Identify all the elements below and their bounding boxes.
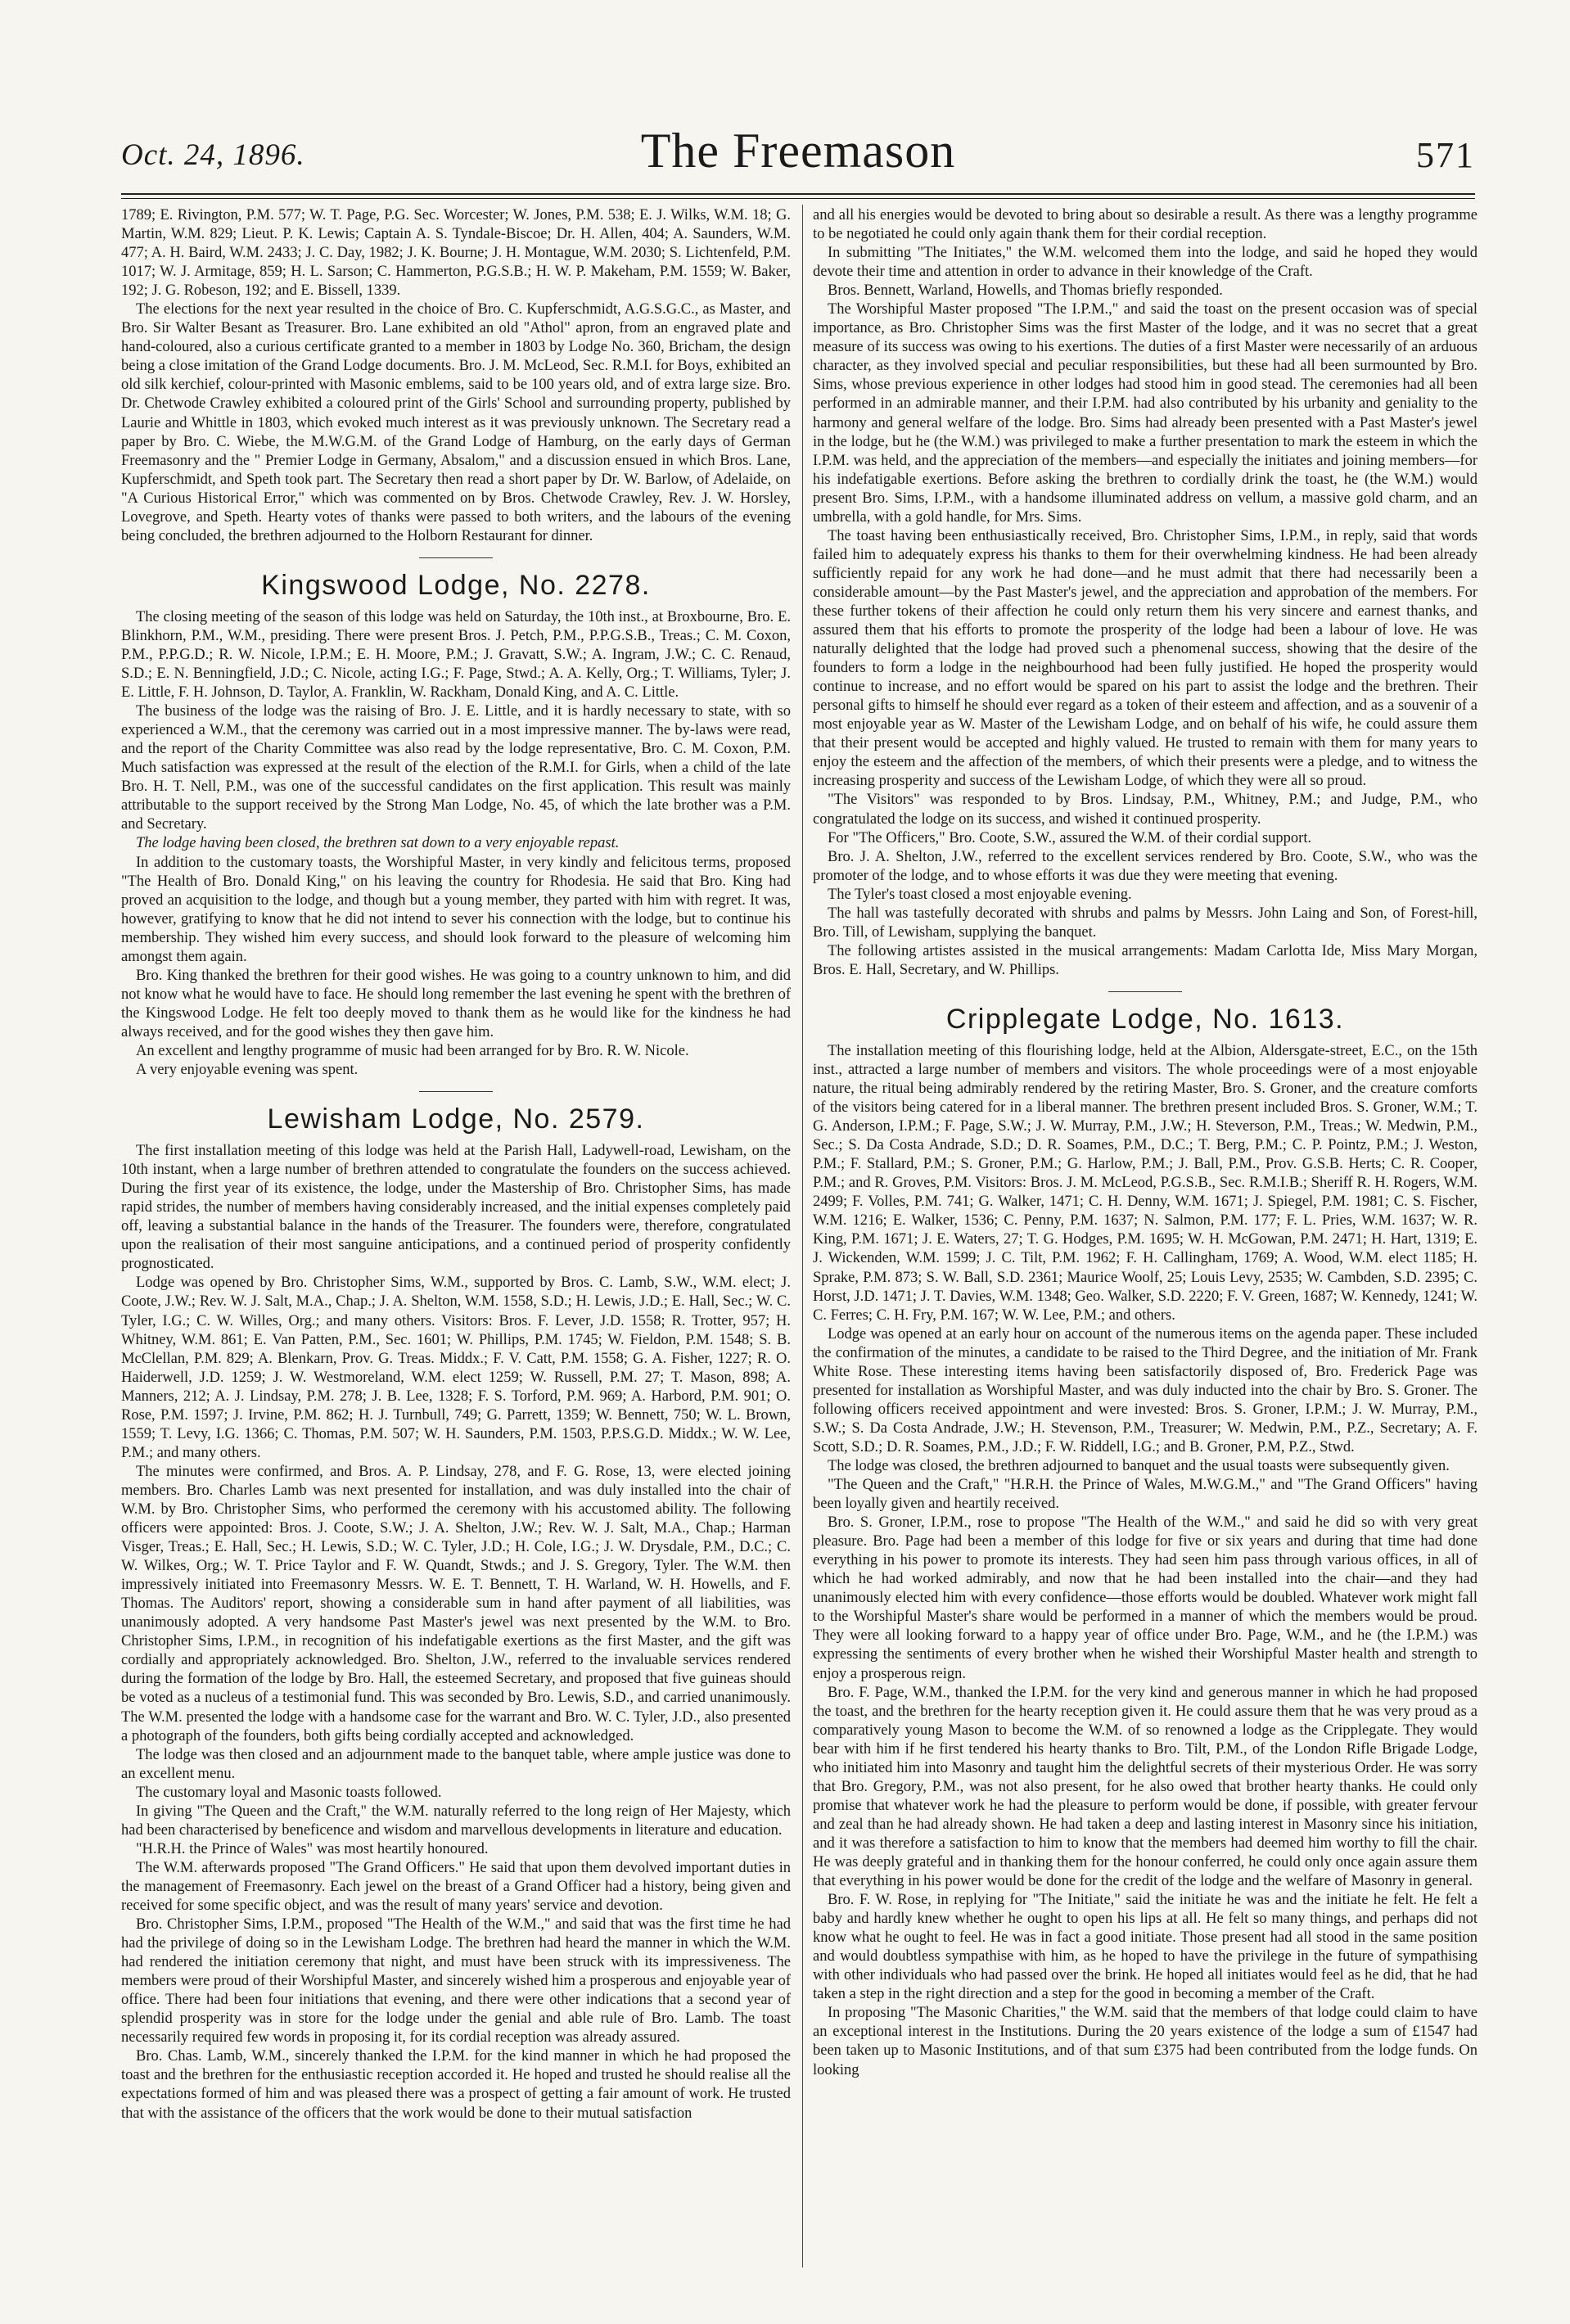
page-header (121, 123, 1475, 188)
paragraph: The customary loyal and Masonic toasts followed. (136, 1784, 442, 1801)
right-column (813, 206, 1478, 2080)
paragraph: Bro. Chas. Lamb, W.M., sincerely thanked the I.P.M. for the kind manner in which he had proposed the toast and the brethren for the enthusiastic reception accorded it. He hoped and trusted he should realise all the expectations formed of him and was pleased there was a prospect of getting a fair amount of work. He trusted that with the assistance of the officers that the work would be done to their mutual satisfaction (121, 2048, 791, 2122)
paragraph: Bro. Christopher Sims, I.P.M., proposed "The Health of the W.M.," and said that was the first time he had had the privilege of doing so in the Lewisham Lodge. The brethren had heard the manner in which the W.M. had rendered the initiation ceremony that night, and must have been struck with its impressiveness. The members were proud of their Worshipful Master, and sincerely wished him a prosperous and enjoyable year of office. There had been four initiations that evening, and there were other indications that a second year of splendid prosperity was in store for the lodge under the genial and able rule of Bro. Lamb. The toast necessarily required few words in proposing it, for its cordial reception was already assured. (121, 1916, 791, 2046)
paragraph: Bros. Bennett, Warland, Howells, and Thomas briefly responded. (828, 282, 1223, 300)
paragraph: The lodge was closed, the brethren adjourned to banquet and the usual toasts were subsequently given. (828, 1458, 1450, 1474)
section-divider (1108, 991, 1182, 992)
paragraph: An excellent and lengthy programme of music had been arranged for by Bro. R. W. Nicole. (136, 1042, 689, 1059)
paragraph: The business of the lodge was the raising of Bro. J. E. Little, and it is hardly necessary to state, with so experienced a W.M., that the ceremony was carried out in a most impressive manner. The by-laws were read, and the report of the Charity Committee was also read by the lodge representative, Bro. C. M. Coxon, P.M. Much satisfaction was expressed at the result of the election of the R.M.I. for Girls, when a child of the late Bro. H. T. Nell, P.M., was one of the successful candidates on the first application. This result was mainly attributable to the support received by the Strong Man Lodge, No. 45, of which the late brother was a P.M. and Secretary. (121, 703, 791, 833)
paragraph: A very enjoyable evening was spent. (136, 1062, 359, 1079)
paragraph: Bro. F. Page, W.M., thanked the I.P.M. for the very kind and generous manner in which he had proposed the toast, and the brethren for the hearty reception given it. He could assure them that he was very proud as a comparatively young Mason to become the W.M. of so renowned a lodge as the Cripplegate. They would bear with him if he first tendered his hearty thanks to Bro. Tilt, P.M., of the London Rifle Brigade Lodge, who initiated him into Masonry and taught him the delightful secrets of their mysterious Order. He was sorry that Bro. Gregory, P.M., was not also present, for he also owed that brother hearty thanks. He could only promise that whatever work he had the pleasure to perform would be done, if possible, with greater fervour and zeal than he had already shown. He had taken a deep and lasting interest in Masonry since his initiation, and it was therefore a satisfaction to him to know that the members had deemed him worthy to fill the chair. He was deeply grateful and in thanking them for the honour conferred, he could only once again assure them that everything in his power would be done for the credit of the lodge and the welfare of Masonry in general. (813, 1684, 1478, 1890)
paragraph: The Tyler's toast closed a most enjoyable evening. (828, 886, 1132, 903)
paragraph: The hall was tastefully decorated with shrubs and palms by Messrs. John Laing and Son, of Forest-hill, Bro. Till, of Lewisham, supplying the banquet. (813, 905, 1478, 941)
paragraph: Lodge was opened by Bro. Christopher Sims, W.M., supported by Bros. C. Lamb, S.W., W.M. elect; J. Coote, J.W.; Rev. W. J. Salt, M.A., Chap.; J. A. Shelton, W.M. 1558, S.D.; H. Lewis, J.D.; E. Hall, Sec.; W. C. Tyler, I.G.; C. W. Willes, Org.; and many others. Visitors: Bros. F. Lever, J.D. 1558; R. Trotter, 957; H. Whitney, W.M. 861; E. Van Patten, P.M., Sec. 1601; W. Phillips, P.M. 1745; W. Fieldon, P.M. 1548; S. B. McClellan, P.M. 829; A. Blenkarn, Prov. G. Treas. Middx.; F. V. Catt, P.M. 1558; G. A. Fisher, 1227; R. O. Haiderwell, J.D. 1259; J. W. Westmoreland, W.M. elect 1259; W. Russell, P.M. 27; T. Mason, 898; A. Manners, 212; A. J. Lindsay, P.M. 278; J. B. Lee, 1328; F. S. Torford, P.M. 969; A. Harbord, P.M. 901; O. Rose, P.M. 1597; J. Irvine, P.M. 862; H. J. Turnbull, 749; G. Parrett, 1359; W. Bennett, 750; W. L. Brown, 1559; T. Levy, I.G. 1366; C. Thomas, P.M. 507; W. H. Saunders, P.M. 1503, P.P.S.G.D. Middx.; W. W. Lee, P.M.; and many others. (121, 1275, 791, 1461)
paragraph: The lodge having been closed, the brethren sat down to a very enjoyable repast. (136, 835, 620, 852)
paragraph: In proposing "The Masonic Charities," the W.M. said that the members of that lodge could claim to have an exceptional interest in the Institutions. During the 20 years existence of the lodge a sum of £1547 had been taken up to Masonic Institutions, and of that sum £375 had been contributed from the lodge funds. On looking (813, 2005, 1478, 2078)
paragraph: "The Visitors" was responded to by Bros. Lindsay, P.M., Whitney, P.M.; and Judge, P.M., who congratulated the lodge on its success, and wished it continued prosperity. (813, 792, 1478, 828)
paragraph: Lodge was opened at an early hour on account of the numerous items on the agenda paper. These included the confirmation of the minutes, a candidate to be raised to the Third Degree, and the initiation of Mr. Frank White Rose. These interesting items having been satisfactorily disposed of, Bro. Frederick Page was presented for installation as Worshipful Master, and was duly inducted into the chair by Bro. S. Groner. The following officers received appointment and were invested: Bros. S. Groner, I.P.M.; J. W. Murray, P.M., S.W.; S. Da Costa Andrade, J.W.; H. Stevenson, P.M., Treasurer; W. Medwin, P.M., P.Z., Secretary; A. F. Scott, S.D.; D. R. Soames, P.M., J.D.; F. W. Riddell, I.G.; and B. Groner, P.M, P.Z., Stwd. (813, 1325, 1478, 1455)
paragraph: The following artistes assisted in the musical arrangements: Madam Carlotta Ide, Miss Mary Morgan, Bros. E. Hall, Secretary, and W. Phillips. (813, 942, 1478, 978)
paragraph: The installation meeting of this flourishing lodge, held at the Albion, Aldersgate-street, E.C., on the 15th inst., attracted a large number of members and visitors. The whole proceedings were of a most enjoyable nature, the ritual being admirably rendered by the retiring Master, Bro. S. Groner, and the creature comforts of the visitors being catered for in a liberal manner. The brethren present included Bros. S. Groner, W.M.; T. G. Anderson, I.P.M.; F. Page, S.W.; J. W. Murray, P.M., J.W.; H. Steverson, P.M., Treas.; W. Medwin, P.M., Sec.; S. Da Costa Andrade, S.D.; D. R. Soames, P.M., D.C.; T. Berg, P.M.; C. P. Pointz, P.M.; J. Weston, P.M.; F. Stallard, P.M.; S. Groner, P.M.; G. Harlow, P.M.; J. Ball, P.M., Prov. G.S.B. Herts; C. R. Cooper, P.M.; and R. Groves, P.M. Visitors: Bros. J. M. McLeod, P.G.S.B., Sec. R.M.I.B.; Sheriff R. H. Rogers, W.M. 2499; F. Volles, P.M. 741; G. Walker, 1471; C. H. Denny, W.M. 1671; J. Spiegel, P.M. 1981; C. S. Fischer, W.M. 1216; E. Walker, 1536; C. Penny, P.M. 1637; N. Salmon, P.M. 177; F. L. Pries, W.M. 1637; W. R. King, P.M. 1671; J. E. Waters, 27; T. G. Hodges, P.M. 1695; W. H. McGowan, P.M. 2471; H. Hart, 1319; E. J. Wickenden, W.M. 1599; J. C. Tilt, P.M. 1962; F. H. Callingham, 1769; A. Wood, W.M. elect 1185; H. Sprake, P.M. 873; S. W. Ball, S.D. 2361; Maurice Woolf, 25; Louis Levy, 2535; W. Cambden, S.D. 2395; C. Horst, J.D. 1471; J. T. Davies, W.M. 1348; Geo. Walker, S.D. 2220; F. V. Green, 1687; W. Kennedy, 1241; W. C. Ferres; C. H. Fry, P.M. 167; W. W. Lee, P.M.; and others. (813, 1042, 1478, 1324)
section-heading-lewisham: Lewisham Lodge, No. 2579. (267, 1103, 645, 1135)
paragraph: "The Queen and the Craft," "H.R.H. the Prince of Wales, M.W.G.M.," and "The Grand Officers" having been loyally given and heartily received. (813, 1477, 1478, 1513)
paragraph: "H.R.H. the Prince of Wales" was most heartily honoured. (136, 1840, 489, 1857)
paragraph: The elections for the next year resulted in the choice of Bro. C. Kupferschmidt, A.G.S.G.C., as Master, and Bro. Sir Walter Besant as Treasurer. Bro. Lane exhibited an old "Athol" apron, from an engraved plate and hand-coloured, also a curious certificate granted to a member in 1803 by Lodge No. 360, Bricham, the design being a close imitation of the Grand Lodge documents. Bro. J. M. McLeod, Sec. R.M.I. for Boys, exhibited an old silk kerchief, colour-printed with Masonic emblems, said to be 100 years old, and of extra large size. Bro. Dr. Chetwode Crawley exhibited a coloured print of the Girls' School and surrounding property, published by Laurie and Whittle in 1803, which evoked much interest as it was previously unknown. The Secretary read a paper by Bro. C. Wiebe, the M.W.G.M. of the Grand Lodge of Hamburg, on the early days of German Freemasonry and the " Premier Lodge in Germany, Absalom," and a discussion ensued in which Bros. Lane, Kupferschmidt, and Speth took part. The Secretary then read a short paper by Dr. W. Barlow, of Adelaide, on "A Curious Historical Error," which was commented on by Bros. Chetwode Crawley, Rev. J. W. Horsley, Lovegrove, and Speth. Hearty votes of thanks were passed to both writers, and the labours of the evening being concluded, the brethren adjourned to the Holborn Restaurant for dinner. (121, 301, 791, 544)
paragraph: In submitting "The Initiates," the W.M. welcomed them into the lodge, and said he hoped they would devote their time and attention in order to advance in their knowledge of the Craft. (813, 245, 1478, 281)
issue-date: Oct. 24, 1896. (121, 138, 305, 172)
section-heading-cripplegate: Cripplegate Lodge, No. 1613. (945, 1003, 1345, 1035)
masthead-title: The Freemason (640, 124, 956, 178)
paragraph: 1789; E. Rivington, P.M. 577; W. T. Page, P.G. Sec. Worcester; W. Jones, P.M. 538; E. J. Wilks, W.M. 18; G. Martin, W.M. 829; Lieut. P. K. Lewis; Captain A. S. Tyndale-Biscoe; Dr. H. Allen, 404; A. Saunders, W.M. 477; A. H. Baird, W.M. 2433; J. C. Day, 1982; J. K. Bourne; J. H. Montague, W.M. 2030; S. Lichtenfeld, P.M. 1017; W. J. Armitage, 859; H. L. Sarson; C. Hammerton, P.G.S.B.; H. W. P. Makeham, P.M. 1559; W. Baker, 192; J. G. Robeson, 192; and E. Bissell, 1339. (121, 207, 791, 300)
header-rule-thin (121, 198, 1475, 199)
left-column (121, 206, 791, 2123)
paragraph: The closing meeting of the season of this lodge was held on Saturday, the 10th inst., at Broxbourne, Bro. E. Blinkhorn, P.M., W.M., presiding. There were present Bros. J. Petch, P.M., P.P.G.S.B., Treas.; C. M. Coxon, P.M., P.P.G.D.; R. W. Nicole, I.P.M.; E. H. Moore, P.M.; J. Gravatt, S.W.; A. Ingram, J.W.; C. C. Renaud, S.D.; E. N. Benningfield, J.D.; C. Nicole, acting I.G.; F. Page, Stwd.; A. A. Kelly, Org.; T. Williams, Tyler; J. E. Little, F. H. Johnson, D. Taylor, A. Franklin, W. Rackham, Donald King, and A. C. Little. (121, 608, 791, 702)
paragraph: Bro. J. A. Shelton, J.W., referred to the excellent services rendered by Bro. Coote, S.W., who was the promoter of the lodge, and to whose efforts it was due they were meeting that evening. (813, 848, 1478, 884)
paragraph: The first installation meeting of this lodge was held at the Parish Hall, Ladywell-road, Lewisham, on the 10th instant, when a large number of brethren attended to congratulate the founders on the success achieved. During the first year of its existence, the lodge, under the Mastership of Bro. Christopher Sims, has made rapid strides, the number of members having considerably increased, and the initial expenses completely paid off, leaving a substantial balance in the hands of the Treasurer. The founders were, therefore, congratulated upon the realisation of their most sanguine anticipations, and a continued period of prosperity confidently prognosticated. (121, 1143, 791, 1273)
paragraph: The W.M. afterwards proposed "The Grand Officers." He said that upon them devolved important duties in the management of Freemasonry. Each jewel on the breast of a Grand Officer had a history, being given and received for some specific object, and was the result of many years' service and devotion. (121, 1859, 791, 1914)
paragraph: The lodge was then closed and an adjournment made to the banquet table, where ample justice was done to an excellent menu. (121, 1746, 791, 1782)
paragraph: Bro. F. W. Rose, in replying for "The Initiate," said the initiate he was and the initiate he felt. He felt a baby and hardly knew whether he ought to open his lips at all. He felt so many things, and perhaps did not know what he ought to feel. He was in fact a good initiate. Those present had all stood in the same position and would doubtless sympathise with him, as he hoped to have the privilege in the future of sympathising with other individuals who had passed over the brink. He hoped all initiates would feel as he did, that he had taken a step in the right direction and a step for the good in becoming a member of the Craft. (813, 1892, 1478, 2003)
paragraph: For "The Officers," Bro. Coote, S.W., assured the W.M. of their cordial support. (828, 829, 1312, 846)
paragraph: In addition to the customary toasts, the Worshipful Master, in very kindly and felicitous terms, proposed "The Health of Bro. Donald King," on his leaving the country for Rhodesia. He said that Bro. King had proved an acquisition to the lodge, and though but a young member, they parted with him with regret. It was, however, gratifying to know that he did not intend to sever his connection with the lodge, but to continue his membership. They wished him every success, and should look forward to the pleasure of welcoming him amongst them again. (121, 854, 791, 965)
page-number: 571 (1416, 135, 1475, 175)
paragraph: The minutes were confirmed, and Bros. A. P. Lindsay, 278, and F. G. Rose, 13, were elected joining members. Bro. Charles Lamb was next presented for installation, and was duly installed into the chair of W.M. by Bro. Christopher Sims, who performed the ceremony with his accustomed ability. The following officers were appointed: Bros. J. Coote, S.W.; J. A. Shelton, J.W.; Rev. W. J. Salt, M.A., Chap.; Harman Visger, Treas.; E. Hall, Sec.; H. Lewis, S.D.; W. C. Tyler, J.D.; H. Cole, I.G.; J. W. Drysdale, P.M., D.C.; C. W. Wilkes, Org.; W. T. Price Taylor and F. W. Quandt, Stwds.; and J. S. Gregory, Tyler. The W.M. then impressively initiated into Freemasonry Messrs. W. E. T. Bennett, T. H. Warland, W. H. Howells, and F. Thomas. The Auditors' report, showing a considerable sum in hand after payment of all liabilities, was unanimously adopted. A very handsome Past Master's jewel was next presented by the W.M. to Bro. Christopher Sims, I.P.M., in recognition of his indefatigable exertions as the first Master, and the gift was cordially and appropriately acknowledged. Bro. Shelton, J.W., referred to the invaluable services rendered during the formation of the lodge by Bro. Hall, the esteemed Secretary, and proposed that five guineas should be voted as a nucleus of a testimonial fund. This was seconded by Bro. Lewis, S.D., and carried unanimously. The W.M. presented the lodge with a handsome case for the warrant and Bro. W. C. Tyler, J.D., also presented a photograph of the founders, both gifts being cordially accepted and acknowledged. (121, 1463, 791, 1744)
section-divider (419, 1091, 493, 1092)
section-heading-kingswood: Kingswood Lodge, No. 2278. (261, 569, 651, 601)
paragraph: Bro. S. Groner, I.P.M., rose to propose "The Health of the W.M.," and said he did so with very great pleasure. Bro. Page had been a member of this lodge for five or six years and during that time had done everything in his power to promote its interests. They had seen him pass through various offices, in all of which he had worked admirably, and now that he had been installed into the chair—and they had unanimously elected him with every confidence—those efforts would be doubled. Whatever work might fall to the Worshipful Master's share would be performed in a manner of which the members would be proud. They were all looking forward to a happy year of office under Bro. Page, W.M., and he (the I.P.M.) was expressing the sentiments of every brother when he wished their Worshipful Master health and strength to enjoy a prosperous reign. (813, 1514, 1478, 1682)
paragraph: and all his energies would be devoted to bring about so desirable a result. As there was a lengthy programme to be negotiated he could only again thank them for their cordial reception. (813, 207, 1478, 243)
column-divider (802, 205, 803, 2268)
paragraph: Bro. King thanked the brethren for their good wishes. He was going to a country unknown to him, and did not know what he would have to face. He should long remember the last evening he spent with the brethren of the Kingswood Lodge. He felt too deeply moved to thank them as he would like for the kindness he had always received, and for the good wishes they then gave him. (121, 967, 791, 1040)
paragraph: The toast having been enthusiastically received, Bro. Christopher Sims, I.P.M., in reply, said that words failed him to adequately express his thanks to them for their overwhelming kindness. He had been already sufficiently repaid for any work he had done—and he must admit that there had necessarily been a considerable amount—by the Past Master's jewel, and the appreciation and approbation of the members. For these further tokens of their affection he could only return them his very sincere and earnest thanks, and assured them that his efforts to promote the prosperity of the lodge had been a labour of love. He was naturally delighted that the lodge had proved such a phenomenal success, showing that the desire of the founders to form a lodge in the neighbourhood had been fully justified. He hoped the prosperity would continue to increase, and no effort would be spared on his part to assist the lodge and the brethren. Their personal gifts to himself he should ever regard as a token of their esteem and affection, and as a souvenir of a most enjoyable year as W. Master of the Lewisham Lodge, and on behalf of his wife, he could assure them that their present would be accepted and highly valued. He trusted to remain with them for many years to enjoy the esteem and the affection of the members, of which their presents were a pledge, and to witness the increasing prosperity and success of the Lewisham Lodge, of which they were all so proud. (813, 527, 1478, 790)
paragraph: In giving "The Queen and the Craft," the W.M. naturally referred to the long reign of Her Majesty, which had been characterised by beneficence and wisdom and marvellous developments in literature and education. (121, 1803, 791, 1839)
paragraph: The Worshipful Master proposed "The I.P.M.," and said the toast on the present occasion was of special importance, as Bro. Christopher Sims was the first Master of the lodge, and it was no secret that a great measure of its success was owing to his exertions. The duties of a first Master were necessarily of an arduous character, as they involved special and peculiar responsibilities, but these had all been surmounted by Bro. Sims, whose previous experience in other lodges had stood him in good stead. The ceremonies had all been performed in an admirable manner, and their I.P.M. had also contributed by his urbanity and geniality to the harmony and general welfare of the lodge. Bro. Sims had already been presented with a Past Master's jewel in the lodge, but he (the W.M.) was privileged to make a further presentation to mark the esteem in which the I.P.M. was held, and the appreciation of the members—and especially the initiates and joining members—for his indefatigable exertions. Before asking the brethren to cordially drink the toast, he (the W.M.) would present Bro. Sims, I.P.M., with a handsome illuminated address on vellum, a massive gold charm, and an umbrella, with a gold handle, for Mrs. Sims. (813, 301, 1478, 526)
header-rule (121, 193, 1475, 195)
section-divider (419, 557, 493, 558)
